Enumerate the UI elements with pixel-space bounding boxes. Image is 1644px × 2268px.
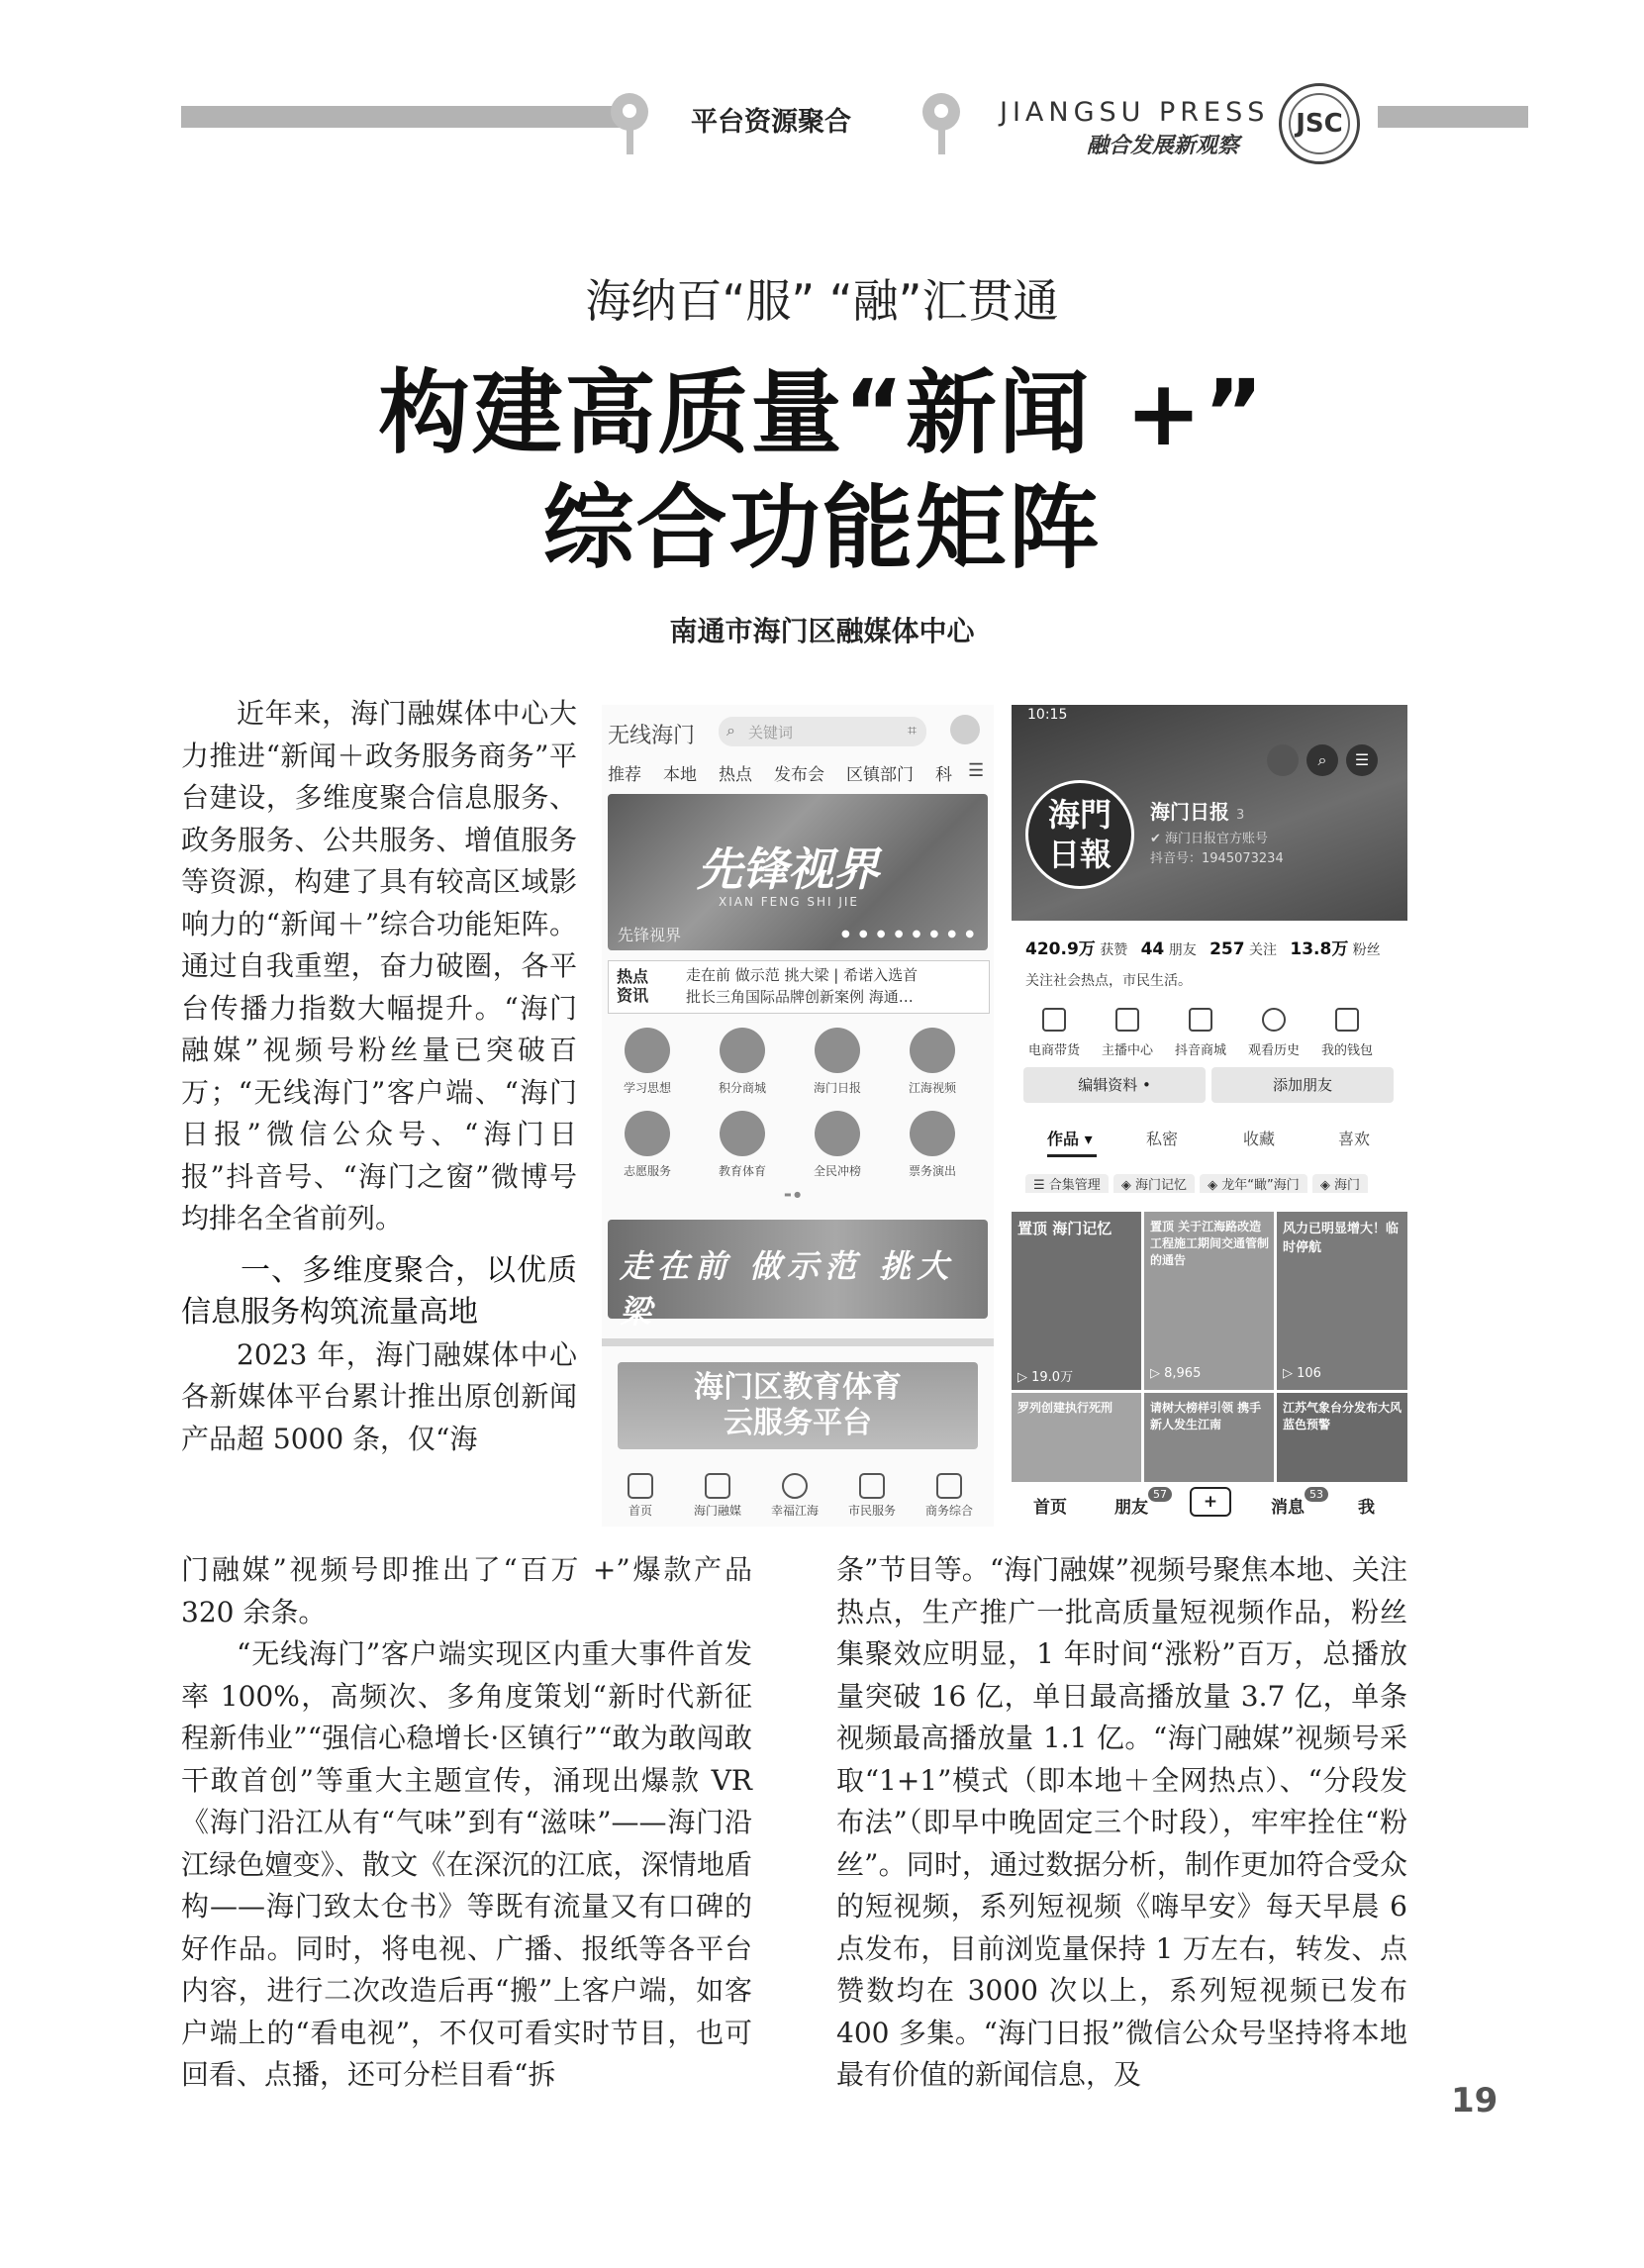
newspaper-icon	[815, 1028, 860, 1073]
profile-bio: 关注社会热点，市民生活。	[1025, 973, 1192, 989]
nav-home[interactable]: 首页	[1033, 1498, 1067, 1518]
cart-icon	[1189, 1008, 1212, 1032]
section1-paragraph-start: 2023 年，海门融媒体中心各新媒体平台累计推出原创新闻产品超 5000 条，仅“海	[181, 1337, 577, 1455]
banner-pinyin: XIAN FENG SHI JIE	[719, 895, 859, 909]
tool-wallet[interactable]	[1310, 1008, 1384, 1058]
hot-news-ticker[interactable]	[608, 960, 990, 1014]
volunteer-icon	[625, 1111, 670, 1156]
channel-tabs	[608, 760, 974, 785]
ticket-icon	[910, 1111, 955, 1156]
account-name-text: 海门日报	[1150, 800, 1229, 824]
promo-banner[interactable]	[608, 1220, 988, 1331]
banner-title: 先锋视界	[697, 842, 879, 896]
services-pager-dots: ▬ ●	[784, 1190, 802, 1199]
nav-happy-label: 幸福江海	[770, 1504, 819, 1518]
verified-label	[1150, 828, 1268, 846]
brand-chinese: 融合发展新观察	[1087, 133, 1240, 158]
client-paragraph: “无线海门”客户端实现区内重大事件首发率 100%，高频次、多角度策划“新时代新征程新伟业”“强信心稳增长·区镇行”“敢为敢闯敢干敢首创”等重大主题宣传，涌现出爆款 VR《海门沿江从有“气味”到有“滋味”——海门沿江绿色嬗变》、散文《在深沉的江底，深情地盾构——海门致太仓书》等既有流量又有口碑的好作品。同时，将电视、广播、报纸等各平台内容，进行二次改造后再“搬”上客户端，如客户端上的“看电视”，不仅可看实时节目，也可回看、点播，还可分栏目看“拆	[181, 1637, 752, 2091]
tool-history[interactable]	[1237, 1008, 1310, 1058]
friends-badge: 57	[1148, 1487, 1172, 1502]
profile-header	[1012, 705, 1407, 921]
divider	[602, 1338, 994, 1346]
header-pin-stem	[627, 123, 633, 154]
video-title: 置顶 关于江海路改造工程施工期间交通管制的通告	[1150, 1220, 1270, 1267]
video-title: 置顶 海门记忆	[1017, 1220, 1112, 1237]
nav-home-label: 首页	[628, 1504, 652, 1518]
ticker-line-2: 批长三角国际品牌创新案例 海通…	[686, 988, 914, 1006]
nav-home[interactable]	[606, 1473, 675, 1519]
create-post-button[interactable]: +	[1190, 1487, 1231, 1517]
active-tab-underline	[1047, 1154, 1097, 1157]
nav-friends[interactable]: 朋友	[1114, 1498, 1148, 1518]
user-avatar-icon[interactable]	[950, 715, 980, 744]
intro-column	[181, 693, 577, 1460]
search-icon: ⌕	[726, 721, 735, 740]
collection-chips	[1025, 1174, 1407, 1193]
left-bottom-column	[181, 1549, 752, 2097]
scan-icon[interactable]: ⌗	[907, 721, 917, 740]
video-title: 风力已明显增大！临时停航	[1283, 1222, 1400, 1255]
account-level: 3	[1235, 808, 1245, 823]
tab-more[interactable]: 科	[935, 765, 952, 785]
tool-label: 观看历史	[1247, 1043, 1300, 1058]
account-name	[1150, 796, 1244, 825]
service-label: 积分商城	[718, 1081, 766, 1095]
brand-english: JIANGSU PRESS	[1000, 97, 1270, 128]
education-banner-line2: 云服务平台	[724, 1406, 872, 1440]
search-placeholder: 关键词	[748, 724, 794, 741]
nav-business-label: 商务综合	[924, 1504, 973, 1518]
leaf-icon	[859, 1473, 885, 1499]
ticker-label: 热点资讯	[617, 967, 649, 1005]
nav-haimen-media[interactable]	[683, 1473, 752, 1519]
header-bar-left	[181, 106, 627, 128]
verified-text: 海门日报官方账号	[1165, 832, 1269, 846]
headline-banner[interactable]	[608, 794, 988, 950]
profile-stats	[1025, 935, 1381, 959]
friends-count[interactable]: 44	[1140, 939, 1165, 959]
verified-icon: ✔	[1150, 832, 1166, 846]
video-views: ▷ 19.0万	[1017, 1370, 1074, 1385]
followers-label: 粉丝	[1352, 942, 1381, 958]
page-number: 19	[1451, 2081, 1499, 2120]
search-input[interactable]	[719, 717, 926, 746]
likes-label: 获赞	[1100, 942, 1128, 958]
tab-recommend[interactable]: 推荐	[608, 765, 641, 785]
service-label: 江海视频	[908, 1081, 956, 1095]
tool-label: 主播中心	[1101, 1043, 1153, 1058]
chip-haimen[interactable]: ◈ 海门	[1312, 1174, 1368, 1193]
video-thumb-2[interactable]	[1144, 1212, 1274, 1390]
nav-me[interactable]: 我	[1358, 1498, 1375, 1518]
add-friend-button[interactable]: 添加朋友	[1211, 1067, 1394, 1103]
search-icon[interactable]: ⌕	[1306, 744, 1338, 776]
video-thumb-5[interactable]	[1144, 1393, 1274, 1482]
promo-banner-title: 走在前 做示范 挑大梁	[620, 1247, 955, 1331]
nav-messages[interactable]: 消息	[1271, 1498, 1305, 1518]
app-logo: 无线海门	[608, 724, 696, 748]
service-label: 志愿服务	[623, 1164, 671, 1178]
service-label: 票务演出	[908, 1164, 956, 1178]
header-pin-stem-2	[938, 123, 945, 154]
tool-ecommerce[interactable]	[1017, 1008, 1091, 1058]
tool-douyin-mall[interactable]	[1164, 1008, 1237, 1058]
nav-happy-jianghai[interactable]	[760, 1473, 829, 1519]
app-screenshot-wuxianhaimen	[602, 705, 994, 1527]
paragraph-continued: 门融媒”视频号即推出了“百万 +”爆款产品 320 余条。	[181, 1553, 752, 1628]
chip-dragon-year[interactable]: ◈ 龙年“瞰”海门	[1200, 1174, 1307, 1193]
service-tickets[interactable]	[873, 1111, 992, 1179]
home-icon	[628, 1473, 653, 1499]
tabs-menu-icon[interactable]: ☰	[968, 760, 985, 781]
video-thumb-1[interactable]	[1012, 1212, 1141, 1390]
tool-creator-center[interactable]	[1091, 1008, 1164, 1058]
wallet-icon	[1335, 1008, 1359, 1032]
service-label: 学习思想	[623, 1081, 671, 1095]
video-title: 请树大榜样引领 携手新人发生江南	[1150, 1401, 1262, 1431]
tab-districts[interactable]: 区镇部门	[846, 765, 914, 785]
likes-count: 420.9万	[1025, 939, 1096, 959]
article-byline: 南通市海门区融媒体中心	[669, 615, 975, 647]
service-label: 全民冲榜	[813, 1164, 861, 1178]
tv-icon	[1115, 1008, 1139, 1032]
service-label: 海门日报	[813, 1081, 861, 1095]
intro-paragraph: 近年来，海门融媒体中心大力推进“新闻＋政务服务商务”平台建设，多维度聚合信息服务、政务服务、公共服务、增值服务等资源，构建了具有较高区域影响力的“新闻＋”综合功能矩阵。通过自我重塑，奋力破圈，各平台传播力指数大幅提升。“海门融媒”视频号粉丝量已突破百万；“无线海门”客户端、“海门日报”微信公众号、“海门日报”抖音号、“海门之窗”微博号均排名全省前列。	[181, 697, 577, 1234]
video-paragraph: 条”节目等。“海门融媒”视频号聚焦本地、关注热点，生产推广一批高质量短视频作品，粉丝集聚效应明显，1 年时间“涨粉”百万，总播放量突破 16 亿，单日最高播放量 3.7 亿，单条视频最高播放量 1.1 亿。“海门融媒”视频号采取“1+1”模式（即本地＋全网热点）、“分段发布法”（即早中晚固定三个时段），牢牢拴住“粉丝”。同时，通过数据分析，制作更加符合受众的短视频，系列短视频《嗨早安》每天早晨 6 点发布，目前浏览量保持 1 万左右，转发、点赞数均在 3000 次以上，系列短视频已发布 400 多集。“海门日报”微信公众号坚持将本地最有价值的新闻信息，及	[836, 1553, 1407, 2091]
shopping-bag-icon	[1042, 1008, 1066, 1032]
tab-local[interactable]: 本地	[663, 765, 697, 785]
video-title: 江苏气象台分发布大风蓝色预警	[1283, 1401, 1402, 1431]
tab-works[interactable]: 作品 ▾	[1047, 1130, 1093, 1148]
followers-count[interactable]: 13.8万	[1290, 939, 1349, 959]
chip-collection-manage[interactable]: ☰ 合集管理	[1025, 1174, 1109, 1193]
video-views: ▷ 8,965	[1150, 1366, 1202, 1381]
douyin-id: 抖音号：1945073234	[1150, 851, 1284, 866]
video-icon	[705, 1473, 730, 1499]
right-bottom-column	[836, 1549, 1407, 2097]
add-friend-icon[interactable]	[1267, 744, 1299, 776]
tool-label: 电商带货	[1027, 1043, 1080, 1058]
ticker-line-1: 走在前 做示范 挑大梁 | 希诺入选首	[686, 966, 919, 984]
section-heading: 一、多维度聚合，以优质信息服务构筑流量高地	[181, 1252, 577, 1330]
service-label: 教育体育	[718, 1164, 766, 1178]
carousel-dots: ● ● ● ● ● ● ● ●	[841, 929, 978, 939]
heart-icon	[782, 1473, 808, 1499]
article-title-line1: 构建高质量“新闻 +”	[378, 360, 1266, 466]
clock-icon	[1262, 1008, 1286, 1032]
education-icon	[720, 1111, 765, 1156]
app-screenshot-douyin	[1012, 705, 1407, 1527]
mall-icon	[720, 1028, 765, 1073]
study-icon	[625, 1028, 670, 1073]
following-label: 关注	[1249, 942, 1278, 958]
video-thumb-6[interactable]	[1277, 1393, 1407, 1482]
chip-haimen-memory[interactable]: ◈ 海门记忆	[1113, 1174, 1195, 1193]
section-label: 平台资源聚合	[691, 107, 851, 138]
banner-caption: 先锋视界	[618, 926, 682, 944]
service-jianghai-video[interactable]	[873, 1028, 992, 1096]
tab-press[interactable]: 发布会	[774, 765, 824, 785]
tool-label: 抖音商城	[1174, 1043, 1226, 1058]
avatar-text-line2: 日報	[1047, 836, 1112, 873]
article-kicker: 海纳百“服” “融”汇贯通	[585, 274, 1059, 328]
menu-icon[interactable]: ☰	[1346, 744, 1378, 776]
nav-business[interactable]	[915, 1473, 984, 1519]
education-banner-line1: 海门区教育体育	[694, 1370, 902, 1405]
education-cloud-banner[interactable]	[618, 1362, 978, 1449]
video-thumb-4[interactable]	[1012, 1393, 1141, 1482]
video-title: 罗列创建执行死刑	[1017, 1401, 1113, 1415]
avatar[interactable]	[1025, 780, 1134, 889]
nav-citizen-services[interactable]	[837, 1473, 907, 1519]
tab-hot[interactable]: 热点	[719, 765, 752, 785]
seal-text: JSC	[1296, 109, 1343, 139]
ranking-icon	[815, 1111, 860, 1156]
play-icon	[910, 1028, 955, 1073]
press-seal-logo	[1279, 83, 1360, 164]
edit-profile-button[interactable]: 编辑资料 •	[1023, 1067, 1206, 1103]
header-bar-right	[1378, 106, 1528, 128]
tab-likes[interactable]: 喜欢	[1338, 1130, 1371, 1148]
tool-label: 我的钱包	[1320, 1043, 1373, 1058]
tab-favorites[interactable]: 收藏	[1243, 1130, 1276, 1148]
friends-label: 朋友	[1168, 942, 1197, 958]
avatar-text-line1: 海門	[1047, 796, 1112, 834]
nav-citizen-label: 市民服务	[847, 1504, 896, 1518]
nav-media-label: 海门融媒	[693, 1504, 741, 1518]
video-views: ▷ 106	[1283, 1366, 1321, 1381]
following-count[interactable]: 257	[1209, 939, 1245, 959]
tab-private[interactable]: 私密	[1146, 1130, 1179, 1148]
article-title-line2: 综合功能矩阵	[542, 475, 1102, 581]
status-time: 10:15	[1027, 707, 1068, 723]
business-icon	[936, 1473, 962, 1499]
video-thumb-3[interactable]	[1277, 1212, 1407, 1390]
messages-badge: 53	[1305, 1487, 1328, 1502]
